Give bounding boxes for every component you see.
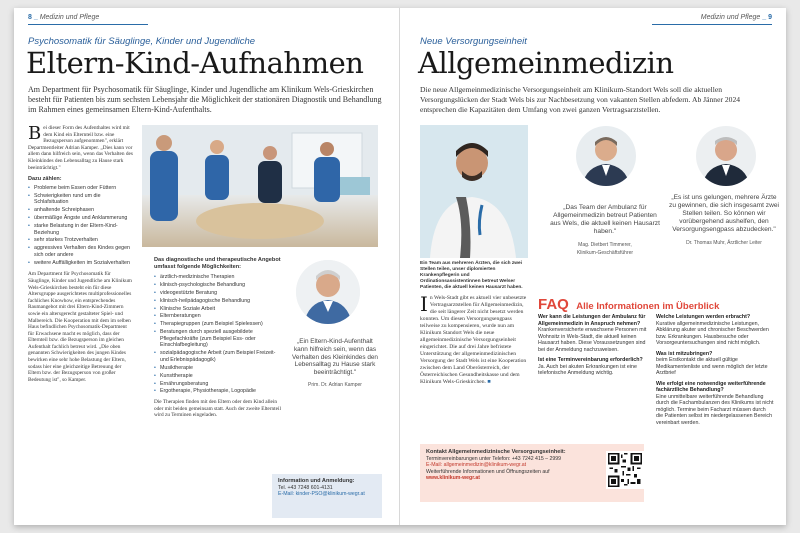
body-text: Am Department für Psychosomatik für Säuglinge, Kinder und Jugendliche am Klinikum Wels-Grieskirchen besteht ein für diese Altersgruppe ausgerichtetes multiprofessionelles fachliches Knowhow, ein entsprechendes Raumangebot mit drei Eltern-Kind-Zimmern sowie ein altersgerecht gestalteter Spiel- und Malbereich. Die Kooperation mit dem im selben Haus befindlichen Psychosomatik-Department für Erwachsene macht es möglich, dass der Elternteil bzw. die Bezugsperson im gleichen Aufenthalt fachlich betreut wird. „Die oben genannten Schwierigkeiten des jungen Kindes bewirken eine sehr hohe Belastung der Eltern, sodass hier eine gleichzeitige Betreuung der Eltern bzw. der Bezugsperson von großer Bedeutung ist", so Kamper. (28, 271, 132, 383)
faq-question: Wie erfolgt eine notwendige weiterführende fachärztliche Behandlung? (656, 380, 766, 393)
faq-answer: Ja. Auch bei akuten Erkrankungen ist eine telefonische Anmeldung wichtig. (538, 363, 637, 376)
list-item: • starke Belastung in der Eltern-Kind-Beziehung (28, 223, 133, 236)
list-item: • ärztlich-medizinische Therapien (154, 274, 284, 281)
faq-answer: Eine unmittelbare weiterführende Behandlung durch die Fachambulanzen des Klinikums ist nicht möglich. Termine beim Facharzt müssen durch die Patienten selbst im niedergelassenen Bereich vereinbart werden. (656, 393, 774, 426)
faq-label: FAQ (538, 296, 569, 313)
list-item: • Kunsttherapie (154, 373, 284, 380)
article-body (420, 295, 528, 445)
team-photo-illustration (142, 125, 378, 247)
doctor-photo-illustration (420, 125, 528, 258)
page-header: 8 _ Medizin und Pflege (28, 14, 100, 21)
article-column-2 (154, 257, 284, 519)
quote-timmerer (550, 204, 660, 257)
portrait-illustration (696, 126, 756, 186)
info-title: Information und Anmeldung: (278, 478, 355, 484)
end-mark-icon: ■ (487, 379, 491, 385)
faq-answer: Krankenversicherte erwachsene Personen mit Wohnsitz in Wels-Stadt, die aktuell keinen Hausarzt haben. Diese Voraussetzungen sind bei der Anmeldung nachzuweisen. (538, 327, 647, 353)
page-title: Eltern-Kind-Aufnahmen (26, 46, 364, 80)
page-number: 8 (28, 14, 32, 21)
article-column-1 (28, 125, 133, 517)
quote-text: „Es ist uns gelungen, mehrere Ärzte zu gewinnen, die sich insgesamt zwei Stellen teilen. So können wir vorübergehend aushelfen, den Versorgungsengpass abzudecken." (669, 194, 779, 233)
qr-code-graphic (608, 453, 642, 487)
header-rule (652, 24, 772, 25)
quote-role: Klinikum-Geschäftsführer (576, 250, 634, 256)
list-item: • Ergotherapie, Physiotherapie, Logopädie (154, 388, 284, 395)
faq-question: Was ist mitzubringen? (656, 350, 713, 357)
list-item: • weitere Auffälligkeiten im Sozialverhalten (28, 260, 133, 267)
section-label: Medizin und Pflege (700, 14, 761, 21)
faq-column-2 (656, 314, 774, 426)
faq-question: Welche Leistungen werden erbracht? (656, 314, 751, 320)
therapy-text: Die Therapien finden mit den Eltern oder dem Kind allein oder mit beiden gemeinsam statt. Auch der zweite Elternteil wird zu Terminen eingeladen. (154, 399, 281, 419)
list-item: • Ernährungsberatung (154, 381, 284, 388)
magazine-spread (14, 8, 786, 525)
faq-answer: Kurative allgemeinmedizinische Leistungen, Abklärung akuter und chronischer Beschwerden bzw. Erkrankungen. Hausbesuche oder Vorsorgeuntersuchungen sind nicht möglich. (656, 320, 769, 346)
indications-heading: Dazu zählen: (28, 176, 62, 183)
list-item: • Klinische Soziale Arbeit (154, 306, 284, 313)
contact-url[interactable]: www.klinikum-wegr.at (426, 475, 480, 482)
portrait-illustration (576, 126, 636, 186)
faq-question: Ist eine Terminvereinbarung erforderlich? (538, 357, 643, 363)
contact-email[interactable]: E-Mail: allgemeinmedizin@klinikum-wegr.at (426, 462, 527, 469)
contact-more: Weiterführende Informationen und Öffnungszeiten auf (426, 468, 550, 475)
contact-title: Kontakt Allgemeinmedizinische Versorgungseinheit: (426, 449, 566, 455)
page-header: Medizin und Pflege _ 9 (700, 14, 772, 21)
quote-text: „Das Team der Ambulanz für Allgemeinmedizin betreut Patienten aus Wels, die aktuell keinen Hausarzt haben." (550, 204, 660, 235)
list-item: • videogestützte Beratung (154, 290, 284, 297)
list-item: • sehr starkes Trotzverhalten (28, 237, 133, 244)
portrait-timmerer (576, 126, 636, 186)
list-item: • sozialpädagogische Arbeit (zum Beispiel Freizeit- und Erlebnispädagogik) (154, 350, 284, 363)
list-item: • Probleme beim Essen oder Füttern (28, 185, 133, 192)
info-email[interactable]: E-Mail: kinder-PSO@klinikum-wegr.at (278, 491, 365, 498)
quote-text: „Ein Eltern-Kind-Aufenthalt kann hilfreich sein, wenn das Verhalten des Kleinkindes den Lebensalltag zu Hause stark beeinträchtigt." (292, 338, 378, 377)
portrait-kamper (296, 260, 360, 324)
pull-quote (290, 338, 380, 390)
list-item: • klinisch-heilpädagogische Behandlung (154, 298, 284, 305)
list-item: • klinisch-psychologische Behandlung (154, 282, 284, 289)
lead-paragraph: Am Department für Psychosomatik für Säuglinge, Kinder und Jugendliche am Klinikum Wels-Grieskirchen besteht für Patienten bis zum sechsten Lebensjahr die Möglichkeit der stationären Diagnostik und Behandlung im Rahmen eines gemeinsamen Eltern-Kind-Aufenthalts. (28, 85, 382, 114)
faq-heading (538, 296, 719, 314)
left-page (14, 8, 400, 525)
portrait-illustration (296, 260, 360, 324)
page-title: Allgemeinmedizin (418, 46, 674, 80)
team-photo (142, 125, 378, 247)
faq-column-1 (538, 314, 648, 377)
qr-code-icon[interactable] (606, 451, 644, 489)
list-item: • übermäßige Ängste und Anklammerung (28, 215, 133, 222)
drop-cap: I (420, 295, 428, 316)
photo-caption: Ein Team aus mehreren Ärzten, die sich zwei Stellen teilen, unser diplomierten Krankenpflegerin und Ordinationsassistentinnen betreut Welser Patienten, die aktuell keinen Hausarzt haben. (420, 261, 523, 290)
lead-paragraph: Die neue Allgemeinmedizinische Versorgungseinheit am Klinikum-Standort Wels soll die aktuellen Versorgungslücken der Stadt Wels bis zur Nachbesetzung von vakanten Stellen abfedern. Ab Jänner 2024 entsprechen die Kapazitäten dem Umfang von zwei ganzen Vertragsarztstellen. (420, 85, 741, 114)
list-item: • Therapiegruppen (zum Beispiel Spielessen) (154, 321, 284, 328)
quote-muhr (668, 194, 780, 247)
quote-author: Prim. Dr. Adrian Kamper (308, 381, 362, 388)
faq-title: Alle Informationen im Überblick (576, 301, 720, 312)
header-rule (28, 24, 148, 25)
section-label: Medizin und Pflege (39, 14, 100, 21)
kicker: Psychosomatik für Säuglinge, Kinder und Jugendliche (28, 36, 256, 47)
list-item: • anhaltende Schreiphasen (28, 207, 133, 214)
right-page (400, 8, 786, 525)
info-box (272, 474, 382, 518)
kicker: Neue Versorgungseinheit (420, 36, 527, 47)
intro-text: n Wels-Stadt gibt es aktuell vier unbesetzte Vertragsarztstellen für Allgemeinmedizin, die seit längerer Zeit nicht besetzt werden konnten. Um diesen Versorgungsengpass teilweise zu kompensieren, wurde nun am Klinikum Standort Wels die neue allgemeinmedizinische Versorgungseinheit eingerichtet. Die auf drei Jahre befristete Unterstützung der allgemeinmedizinischen Versorgung der Stadt Wels ist eine Kooperation zwischen dem Land Oberösterreich, der Österreichischen Gesundheitskasse und dem Klinikum Wels-Grieskirchen. (420, 295, 527, 385)
page-number: 9 (768, 14, 772, 21)
drop-cap: B (28, 125, 42, 144)
quote-author: Dr. Thomas Muhr, Ärztlicher Leiter (686, 240, 762, 246)
list-item: • Musiktherapie (154, 365, 284, 372)
list-item: • aggressives Verhalten des Kindes gegen sich oder andere (28, 245, 133, 258)
offer-list (154, 274, 284, 395)
info-phone: Tel. +43 7248 601-4131 (278, 484, 333, 491)
quote-author: Mag. Dietbert Timmerer, (578, 242, 632, 248)
list-item: • Beratungen durch speziell ausgebildete Pflegefachkräfte (zum Beispiel Ess- oder Einschlafbegleitung) (154, 329, 284, 349)
doctor-photo (420, 125, 528, 258)
offer-heading: Das diagnostische und therapeutische Angebot umfasst folgende Möglichkeiten: (154, 257, 281, 270)
intro-text: ei dieser Form des Aufenthaltes wird mit dem Kind ein Elternteil bzw. eine Bezugsperson aufgenommen", erklärt Departmentleiter Adrian Kamper. „Dies kann vor allem dann hilfreich sein, wenn das Verhalten des Kleinkindes den Lebensalltag zu Hause stark beeinträchtigt." (28, 125, 133, 171)
list-item: • Schwierigkeiten rund um die Schlafsituation (28, 193, 133, 206)
portrait-muhr (696, 126, 756, 186)
faq-answer: beim Erstkontakt die aktuell gültige Medikamentenliste und wenn möglich der letzte Arztbrief (656, 357, 768, 376)
list-item: • Elternberatungen (154, 313, 284, 320)
indications-list (28, 185, 133, 267)
faq-question: Wer kann die Leistungen der Ambulanz für Allgemeinmedizin in Anspruch nehmen? (538, 314, 646, 327)
contact-phone: Terminvereinbarungen unter Telefon: +43 7242 415 – 2999 (426, 455, 562, 462)
